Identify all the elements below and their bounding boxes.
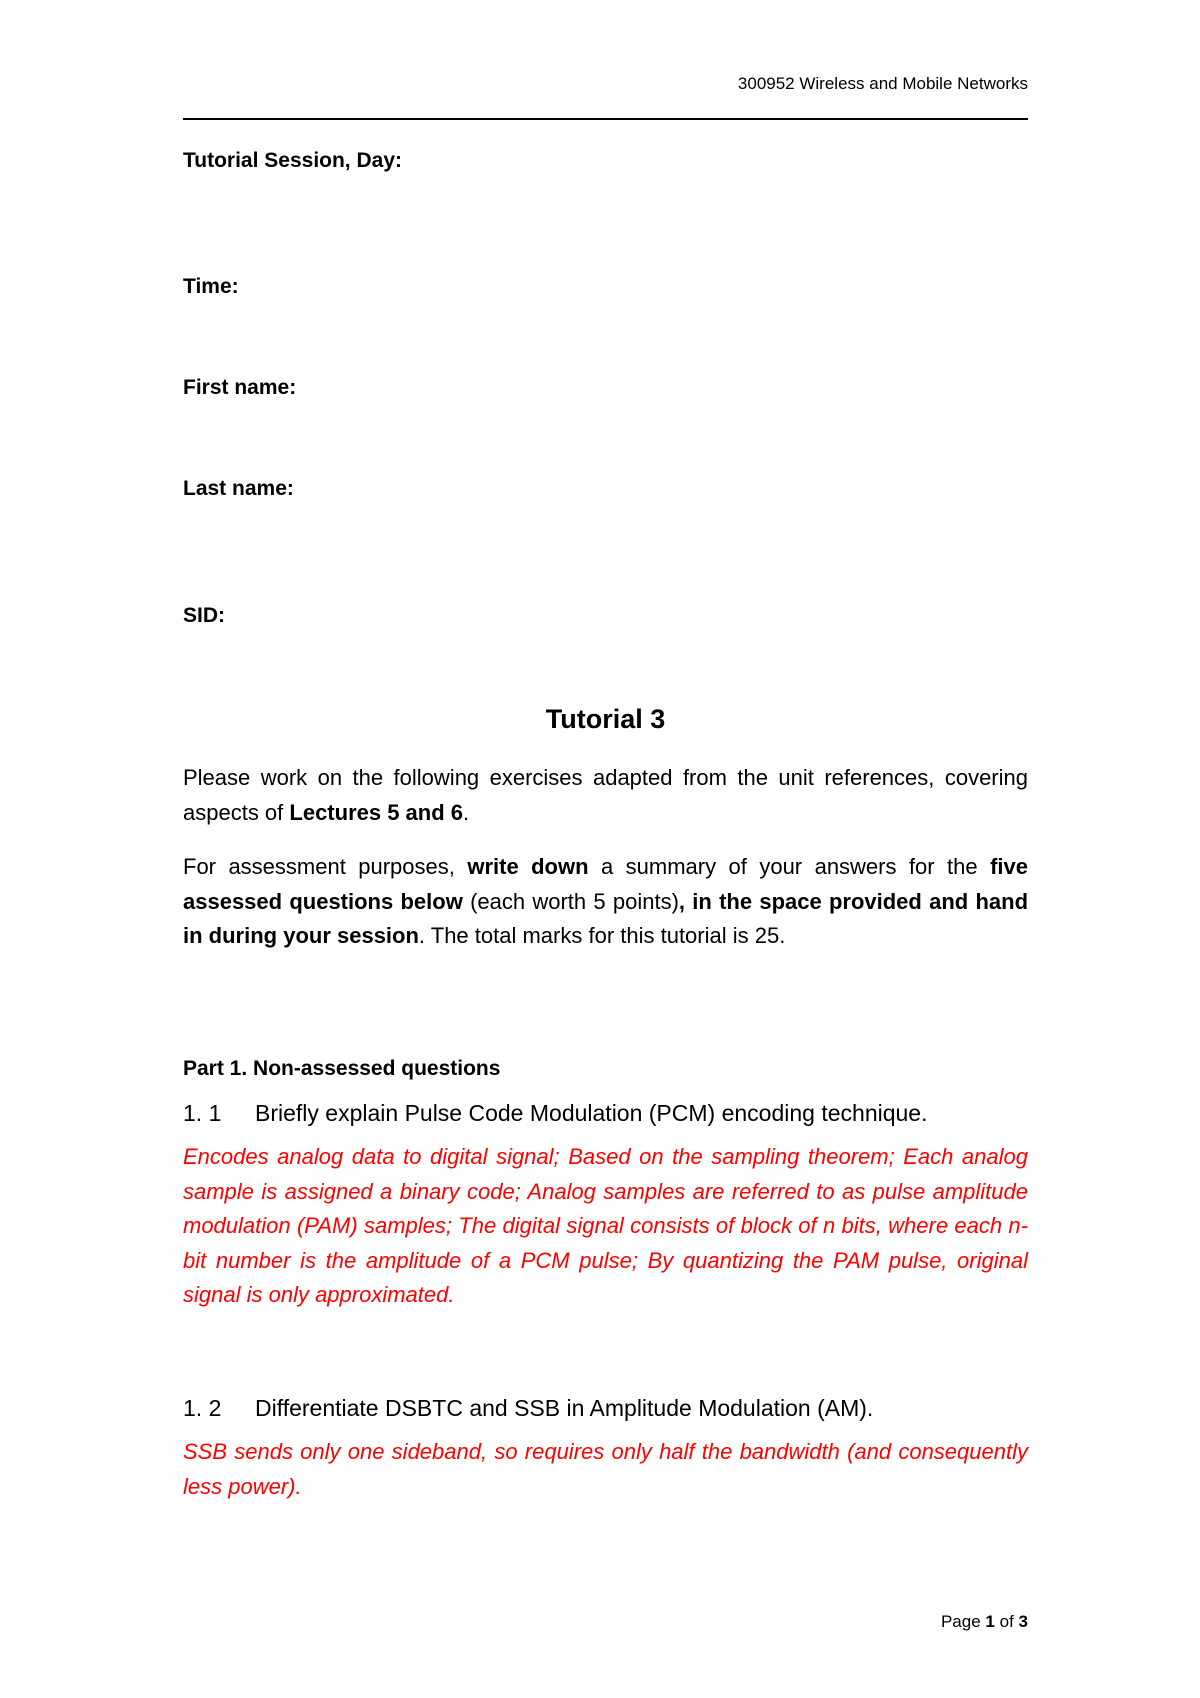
sid-label: SID: — [183, 604, 225, 627]
page-title: Tutorial 3 — [545, 704, 666, 734]
intro2-bold-hand-in: , in the space provided and hand in during your session — [183, 888, 1029, 948]
question-text: Briefly explain Pulse Code Modulation (PCM) encoding technique. — [255, 1100, 928, 1126]
last-name-label: Last name: — [183, 477, 294, 500]
intro2-text-a: For assessment purposes, — [183, 854, 468, 879]
intro-bold-lectures: Lectures 5 and 6 — [289, 799, 464, 825]
intro2-text-d: . The total marks for this tutorial is 25. — [418, 923, 786, 948]
question-number: 1. 1 — [183, 1100, 222, 1126]
part1-heading: Part 1. Non-assessed questions — [183, 1057, 501, 1080]
answer-1-2: SSB sends only one sideband, so requires only half the bandwidth (and consequently less power). — [183, 1439, 1028, 1499]
page-label: Page — [940, 1612, 981, 1631]
page-total: 3 — [1018, 1612, 1028, 1631]
question-1-2 — [183, 1395, 1028, 1422]
first-name-label: First name: — [183, 376, 297, 399]
page-current: 1 — [985, 1612, 995, 1631]
intro2-text-b: a summary of your answers for the — [588, 854, 991, 879]
intro-text: Please work on the following exercises adapted from the unit references, covering aspects of — [183, 765, 1028, 825]
course-header: 300952 Wireless and Mobile Networks — [737, 74, 1028, 93]
of-label: of — [999, 1612, 1014, 1631]
intro2-bold-five-questions: five assessed questions below — [183, 854, 1028, 914]
intro-paragraph-1 — [183, 761, 1028, 830]
page-footer — [941, 1612, 1028, 1632]
intro-paragraph-2 — [183, 850, 1028, 954]
session-day-label: Tutorial Session, Day: — [183, 149, 402, 172]
intro-text-end: . — [463, 799, 470, 825]
header-divider — [183, 118, 1028, 120]
question-text: Differentiate DSBTC and SSB in Amplitude Modulation (AM). — [255, 1395, 874, 1421]
question-number: 1. 2 — [183, 1395, 222, 1421]
document-page — [183, 0, 1028, 1698]
time-label: Time: — [183, 275, 239, 298]
intro2-text-c: (each worth 5 points) — [462, 888, 679, 914]
answer-1-1: Encodes analog data to digital signal; Based on the sampling theorem; Each analog sample is assigned a binary code; Analog samples are referred to as pulse amplitude modulation (PAM) samples; The digital signal consists of block of n bits, where each n-bit number is the amplitude of a PCM pulse; By quantizing the PAM pulse, original signal is only approximated. — [183, 1144, 1028, 1307]
intro2-bold-write-down: write down — [467, 854, 589, 879]
question-1-1 — [183, 1100, 1028, 1127]
